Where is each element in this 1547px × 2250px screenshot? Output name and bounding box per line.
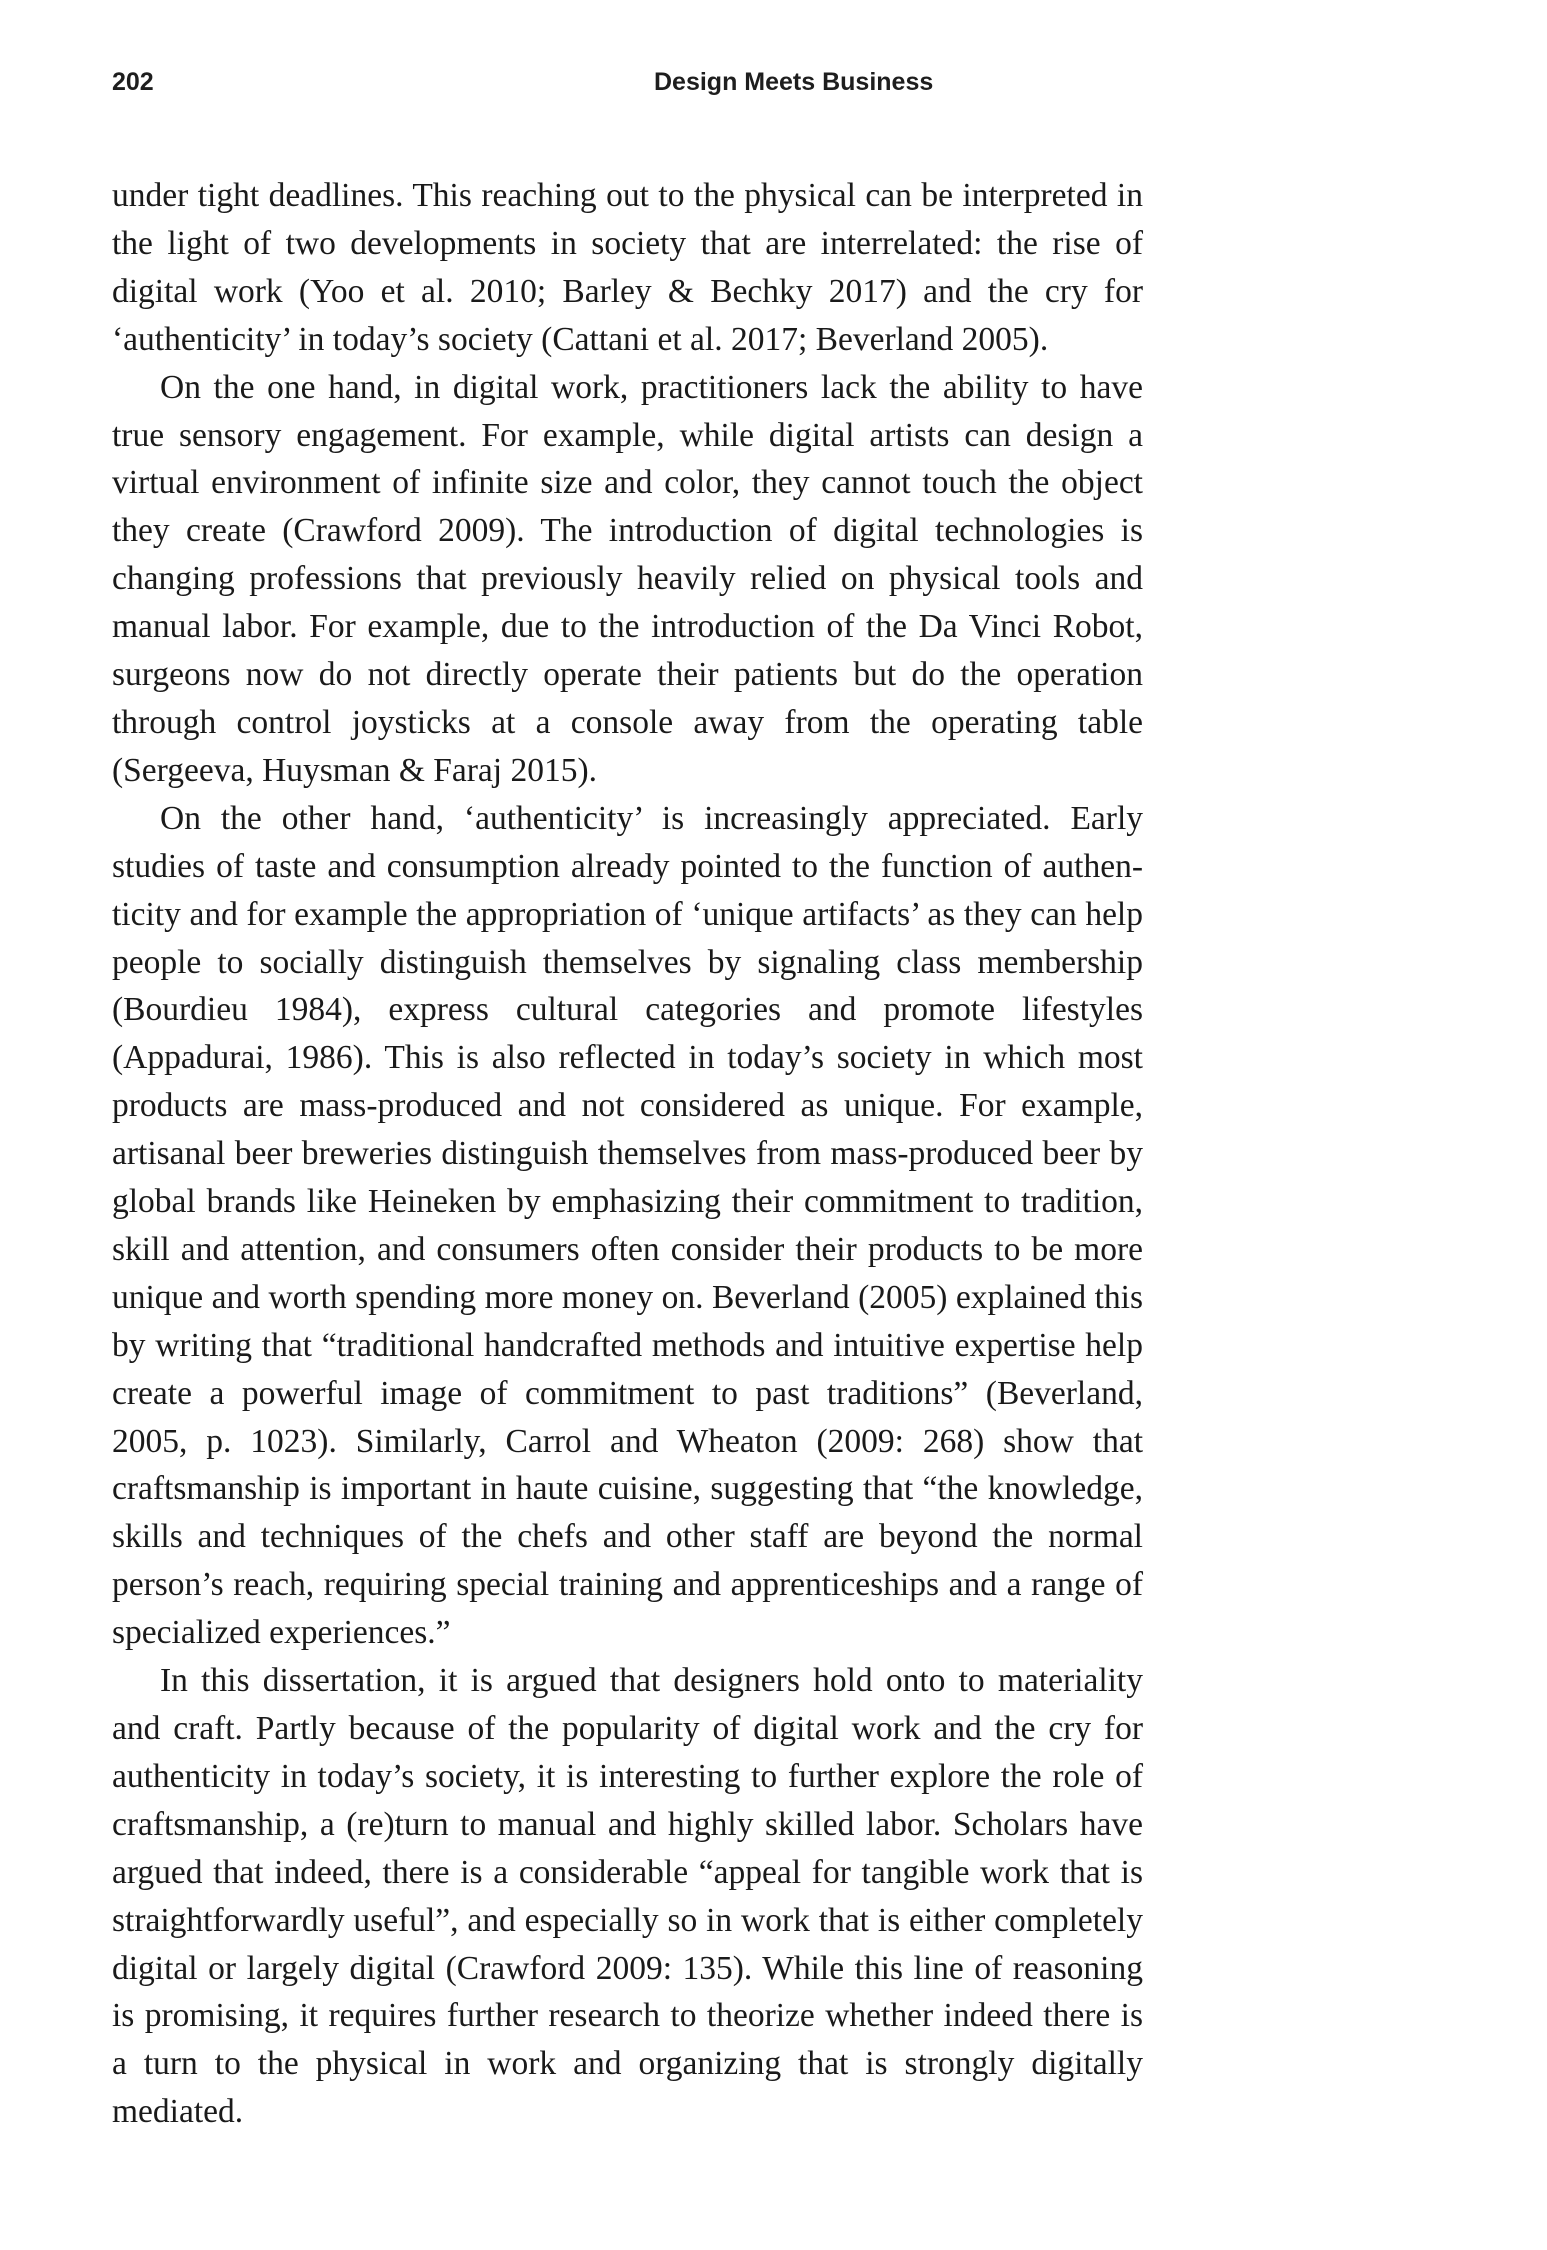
running-title: Design Meets Business	[654, 68, 934, 96]
paragraph-dissertation-argument: In this dissertation, it is argued that designers hold onto to materiality and craft. Partly because of the popularity of digital work and the cry for authenticity in today’s society, it is interesting to further explore the role of craftsmanship, a (re)turn to manual and highly skilled labor. Scholars have argued that indeed, there is a considerable “appeal for tangible work that is straightforwardly useful”, and especially so in work that is either completely digital or largely digital (Crawford 2009: 135). While this line of reasoning is promising, it requires further research to theorize whether indeed there is a turn to the physical in work and organizing that is strongly digitally mediated.	[112, 1662, 1143, 2131]
running-header	[112, 68, 1143, 104]
body-text	[112, 172, 1143, 2136]
paragraph-authenticity: On the other hand, ‘authenticity’ is increasingly appreciated. Early studies of taste and consumption already pointed to the function of authenticity and for example the appropriation of ‘unique artifacts’ as they can help people to socially distinguish themselves by signaling class membership (Bourdieu 1984), express cultural categories and promote lifestyles (Appadurai, 1986). This is also reflected in today’s society in which most products are mass-produced and not considered as unique. For example, artisanal beer breweries distinguish themselves from mass-produced beer by global brands like Heineken by emphasizing their commitment to tradition, skill and attention, and consumers often consider their products to be more unique and worth spending more money on. Beverland (2005) explained this by writing that “traditional handcrafted methods and intuitive expertise help create a powerful image of commitment to past traditions” (Beverland, 2005, p. 1023). Similarly, Carrol and Wheaton (2009: 268) show that craftsmanship is important in haute cuisine, suggesting that “the knowledge, skills and techniques of the chefs and other staff are beyond the normal person’s reach, requiring special training and apprenticeships and a range of specialized experiences.”	[112, 799, 1143, 1652]
paragraph-continued: under tight deadlines. This reaching out to the physical can be interpreted in the light of two developments in society that are interrelated: the rise of digital work (Yoo et al. 2010; Barley & Bechky 2017) and the cry for ‘authenticity’ in today’s society (Cattani et al. 2017; Beverland 2005).	[112, 177, 1143, 358]
paragraph-digital-work: On the one hand, in digital work, practitioners lack the ability to have true sensory engagement. For example, while digital artists can design a virtual environment of infinite size and color, they cannot touch the object they create (Crawford 2009). The introduction of digital technologies is changing professions that previously heavily relied on physical tools and manual labor. For example, due to the introduction of the Da Vinci Robot, surgeons now do not directly operate their patients but do the operation through control joysticks at a console away from the operating table (Sergeeva, Huysman & Faraj 2015).	[112, 368, 1143, 789]
page-number: 202	[112, 68, 154, 96]
